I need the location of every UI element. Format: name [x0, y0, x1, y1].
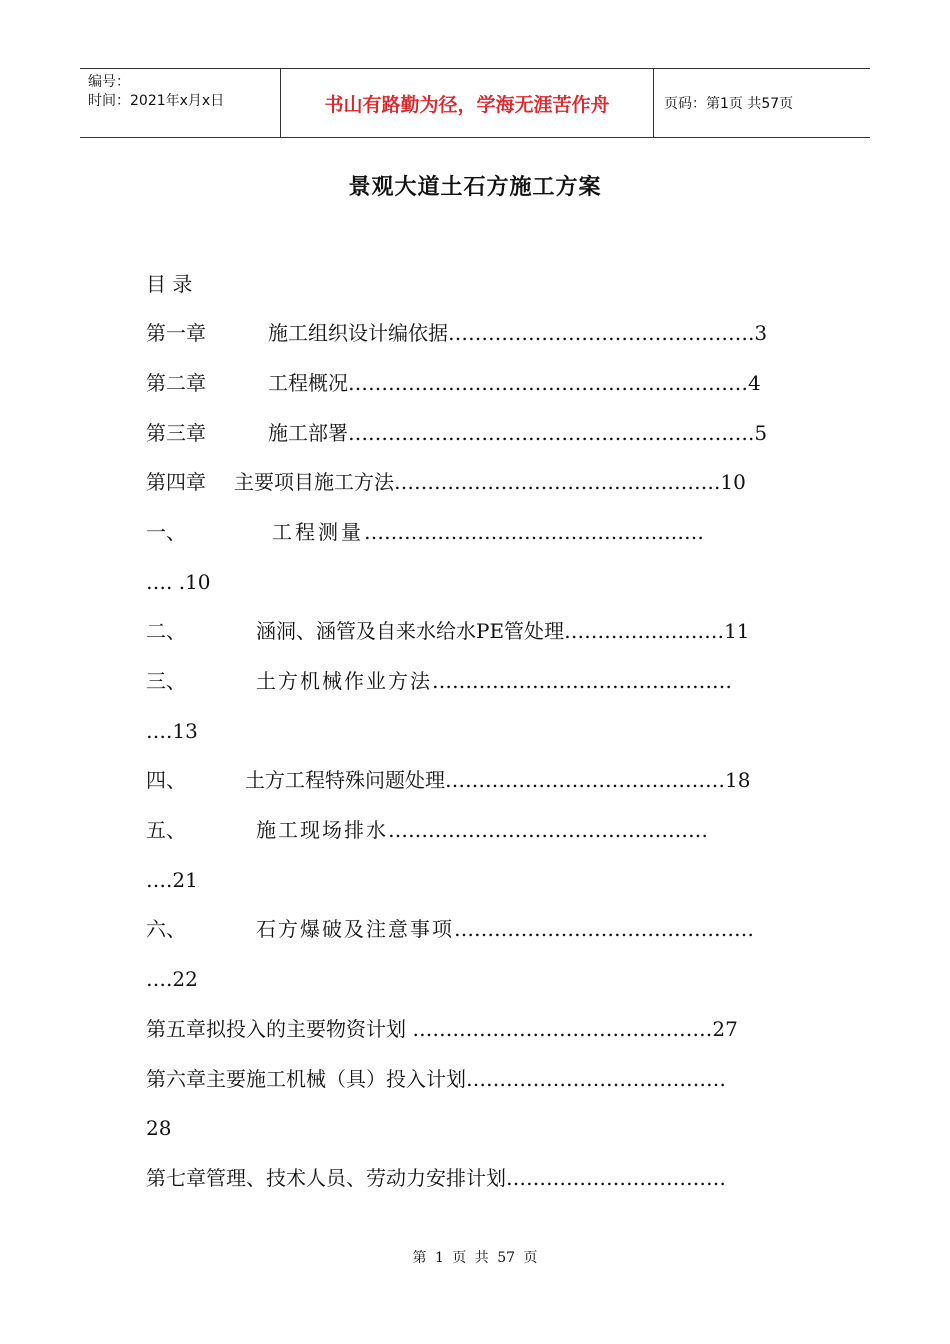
- toc-leader: ….: [146, 868, 173, 892]
- toc-entry: [146, 817, 708, 843]
- toc-label: 第三章: [146, 421, 206, 445]
- toc-entry: [146, 320, 767, 346]
- toc-title: 石方爆破及注意事项: [256, 917, 454, 941]
- toc-page: 11: [724, 619, 750, 643]
- toc-page: 28: [146, 1116, 172, 1140]
- toc-entry: [146, 370, 761, 396]
- toc-leader: ……………………: [564, 619, 725, 643]
- toc-page: .10: [714, 470, 746, 494]
- toc-leader: ….: [146, 967, 173, 991]
- header-left-cell: [80, 69, 281, 137]
- document-number-label: 编号：: [88, 74, 130, 90]
- toc-label: 四、: [146, 768, 186, 792]
- header-table: [80, 68, 870, 138]
- toc-label: 三、: [146, 669, 186, 693]
- toc-page: 10: [185, 570, 211, 594]
- toc-entry-continued: [146, 867, 198, 893]
- document-time-label: 时间：2021年x月x日: [88, 93, 225, 109]
- document-title: 景观大道土石方施工方案: [348, 174, 602, 200]
- toc-title: 工程测量: [272, 520, 364, 544]
- toc-entry: [146, 469, 746, 495]
- toc-title: 土方机械作业方法: [256, 669, 432, 693]
- toc-entry: [146, 618, 750, 644]
- toc-label: 第七章: [146, 1166, 206, 1190]
- toc-label: 第一章: [146, 321, 206, 345]
- toc-entry: [146, 519, 704, 545]
- toc-leader: …………………………………………: [394, 470, 714, 494]
- toc-title: 管理、技术人员、劳动力安排计划: [206, 1166, 506, 1190]
- toc-page: 27: [712, 1017, 738, 1041]
- toc-entry: [146, 1066, 726, 1092]
- toc-label: 第四章: [146, 470, 206, 494]
- toc-title: 施工组织设计编依据: [268, 321, 448, 345]
- toc-page: 4: [748, 371, 761, 395]
- toc-leader: …………………………………………: [388, 818, 708, 842]
- toc-entry: [146, 916, 754, 942]
- header-page-info: 页码：第1页 共57页: [664, 96, 794, 112]
- toc-page: .3: [748, 321, 768, 345]
- toc-leader: ……………………………………: [445, 768, 725, 792]
- toc-leader: ……………………………………………………: [348, 421, 748, 445]
- toc-heading: 目 录: [146, 272, 193, 296]
- toc-leader: …………………………………: [466, 1067, 726, 1091]
- toc-label: 五、: [146, 818, 186, 842]
- toc-title: 工程概况: [268, 371, 348, 395]
- toc-title: 主要施工机械（具）投入计划: [206, 1067, 466, 1091]
- toc-label: 二、: [146, 619, 186, 643]
- toc-page: 18: [725, 768, 751, 792]
- toc-title: 主要项目施工方法: [234, 470, 394, 494]
- toc-label: 第二章: [146, 371, 206, 395]
- toc-entry: [146, 1165, 726, 1191]
- toc-title: 涵洞、涵管及自来水给水PE管处理: [256, 619, 565, 643]
- toc-entry-continued: [146, 718, 198, 744]
- toc-page: 21: [172, 868, 198, 892]
- toc-entry-continued: [146, 1115, 171, 1141]
- toc-entry: [146, 1016, 738, 1042]
- toc-title: 拟投入的主要物资计划: [206, 1017, 406, 1041]
- toc-label: 第五章: [146, 1017, 206, 1041]
- toc-leader: ….: [146, 719, 173, 743]
- toc-leader: ……………………………: [506, 1166, 726, 1190]
- toc-entry-continued: [146, 569, 211, 595]
- page-footer: 第 1 页 共 57 页: [412, 1250, 538, 1266]
- toc-leader: ……………………………………………: [364, 520, 704, 544]
- toc-entry: [146, 668, 732, 694]
- toc-page: 22: [172, 967, 198, 991]
- toc-leader: ………………………………………: [454, 917, 754, 941]
- toc-leader: ………………………………………: [406, 1017, 713, 1041]
- toc-title: 施工部署: [268, 421, 348, 445]
- toc-label: 第六章: [146, 1067, 206, 1091]
- toc-page: .5: [748, 421, 768, 445]
- toc-leader: …. .: [146, 570, 186, 594]
- toc-entry-continued: [146, 966, 198, 992]
- toc-title: 土方工程特殊问题处理: [245, 768, 445, 792]
- toc-label: 六、: [146, 917, 186, 941]
- toc-page: 13: [172, 719, 198, 743]
- toc-leader: ……………………………………………………: [348, 371, 748, 395]
- header-motto: 书山有路勤为径，学海无涯苦作舟: [281, 69, 654, 137]
- toc-leader: ………………………………………: [448, 321, 748, 345]
- toc-label: 一、: [146, 520, 186, 544]
- toc-entry: [146, 767, 750, 793]
- toc-entry: [146, 420, 767, 446]
- toc-leader: ………………………………………: [432, 669, 732, 693]
- toc-title: 施工现场排水: [256, 818, 388, 842]
